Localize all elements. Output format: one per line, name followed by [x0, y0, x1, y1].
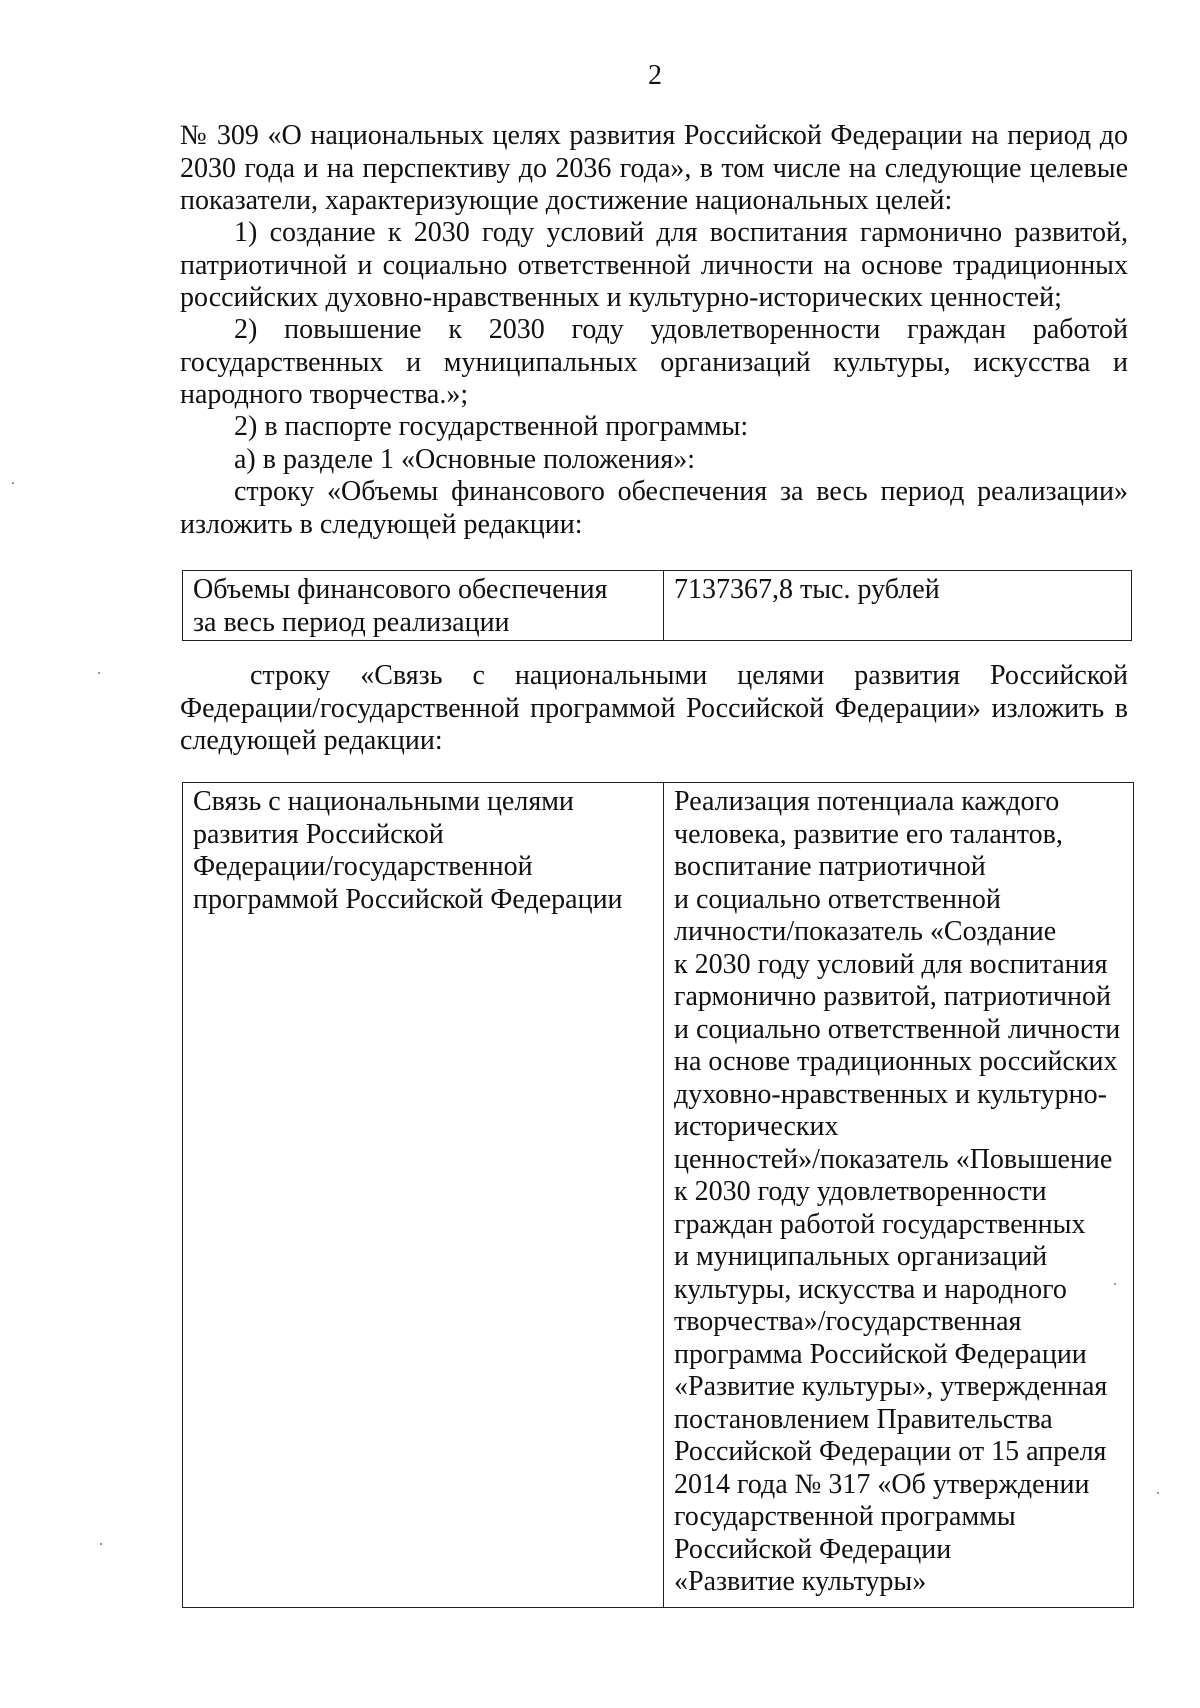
funding-label: Объемы финансового обеспечения за весь период реализации [193, 574, 608, 638]
goals-label-cell [183, 783, 664, 1608]
scan-speck [12, 482, 14, 484]
scan-speck [1114, 1283, 1116, 1285]
scan-speck [100, 1543, 102, 1545]
goals-table [182, 782, 1134, 1608]
paragraph-target-1: 1) создание к 2030 году условий для воспитания гармонично развитой, патриотичной и социально ответственной личности на основе традиционных российских духовно-нравственных и культурно-исторических ценностей; [180, 217, 1128, 313]
paragraph-funding-row-intro: строку «Объемы финансового обеспечения за весь период реализации» изложить в следующей редакции: [180, 476, 1128, 540]
table-row [183, 571, 1132, 641]
page-number: 2 [648, 60, 662, 91]
funding-value: 7137367,8 тыс. рублей [674, 574, 940, 605]
paragraph-passport-item: 2) в паспорте государственной программы: [234, 411, 749, 442]
scan-speck [1157, 1492, 1159, 1494]
table-row [183, 783, 1134, 1608]
paragraph-section-item: а) в разделе 1 «Основные положения»: [234, 444, 696, 475]
funding-table [182, 570, 1132, 641]
paragraph-goals-row-intro: строку «Связь с национальными целями развития Российской Федерации/государственной программой Российской Федерации» изложить в следующей редакции: [180, 660, 1128, 756]
goals-value-cell [664, 783, 1134, 1608]
funding-value-cell [664, 571, 1132, 641]
goals-label: Связь с национальными целями развития Российской Федерации/государственной программой Российской Федерации [193, 786, 623, 915]
goals-value: Реализация потенциала каждого человека, развитие его талантов, воспитание патриотичной и социально ответственной личности/показатель «Создание к 2030 году условий для воспитания гармонично развитой, патриотичной и социально ответственной личности на основе традиционных российских духовно-нравственных и культурно- исторических ценностей»/показатель «Повышение к 2030 году удовлетворенности граждан работой государственных и муниципальных организаций культуры, искусства и народного творчества»/государственная программа Российской Федерации «Развитие культуры», утвержденная постановлением Правительства Российской Федерации от 15 апреля 2014 года № 317 «Об утверждении государственной программы Российской Федерации «Развитие культуры» [674, 786, 1121, 1597]
paragraph-decree-reference: № 309 «О национальных целях развития Российской Федерации на период до 2030 года и на перспективу до 2036 года», в том числе на следующие целевые показатели, характеризующие достижение национальных целей: [180, 120, 1128, 216]
scan-speck [98, 672, 100, 674]
paragraph-target-2: 2) повышение к 2030 году удовлетворенности граждан работой государственных и муниципальных организаций культуры, искусства и народного творчества.»; [180, 314, 1128, 410]
funding-label-cell [183, 571, 664, 641]
